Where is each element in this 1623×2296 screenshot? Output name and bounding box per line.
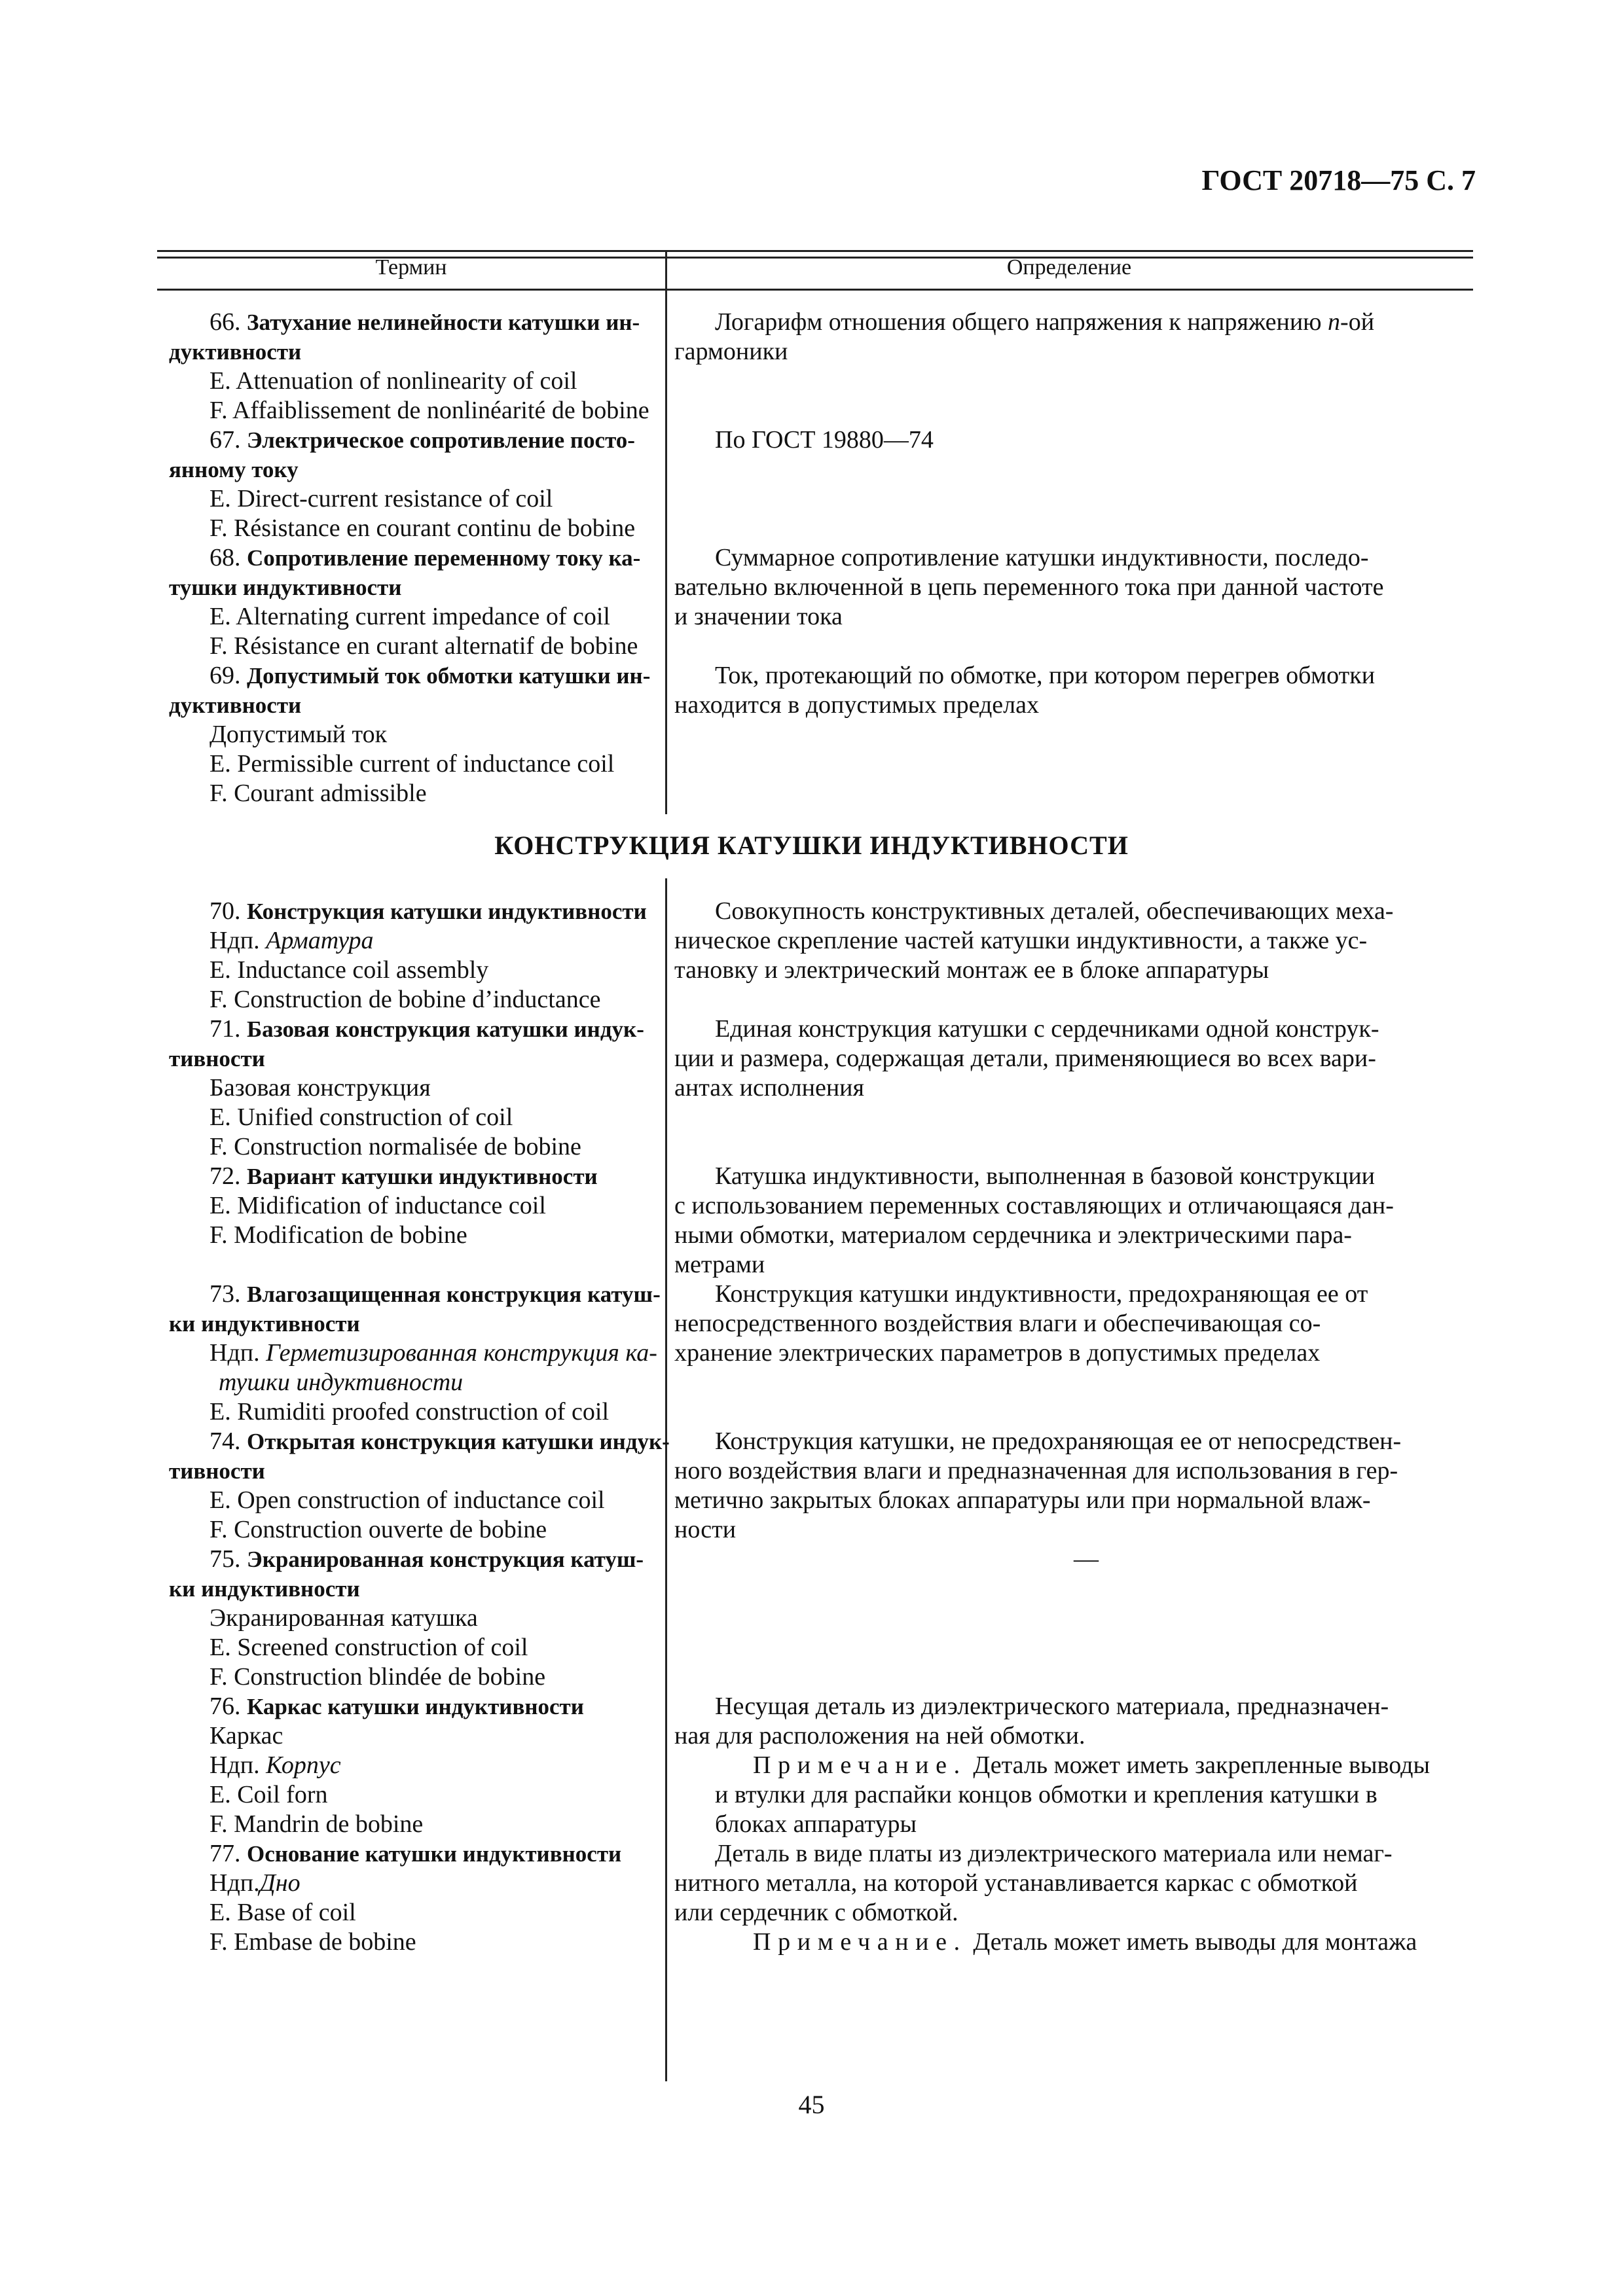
term-67: 67. Электрическое сопротивление посто- янному току E. Direct-current resistance of coil F. Résistance en courant continu de bobine xyxy=(169,426,636,542)
definition-74: Конструкция катушки, не предохраняющая ее от непосредствен- ного воздействия влаги и предназначенная для использования в гер- метично закрытых блоках аппаратуры или при нормальной влаж- ности xyxy=(674,1427,1402,1543)
column-header-term: Термин xyxy=(375,255,447,279)
definition-71: Единая конструкция катушки с сердечниками одной конструк- ции и размера, содержащая детали, применяющиеся во всех вари- антах исполнения xyxy=(674,1015,1379,1102)
column-header-definition: Определение xyxy=(1006,255,1132,279)
definition-70: Совокупность конструктивных деталей, обеспечивающих меха- ническое скрепление частей катушки индуктивности, а также ус- тановку и электрический монтаж ее в блоке аппаратуры xyxy=(674,897,1394,984)
definition-69: Ток, протекающий по обмотке, при котором перегрев обмотки находится в допустимых пределах xyxy=(674,662,1376,719)
term-74: 74. Открытая конструкция катушки индук- тивности E. Open construction of inductance coil F. Construction ouverte de bobine xyxy=(169,1427,670,1543)
definition-77: Деталь в виде платы из диэлектрического материала или немаг- нитного металла, на которой устанавливается каркас с обмоткой или сердечник с обмоткой. Примечание. Деталь может иметь выводы для монтажа xyxy=(674,1840,1417,1956)
definition-68: Суммарное сопротивление катушки индуктивности, последо- вательно включенной в цепь переменного тока при данной частоте и значении тока xyxy=(674,544,1384,630)
column-divider-top xyxy=(665,250,667,814)
term-66: 66. Затухание нелинейности катушки ин- дуктивности E. Attenuation of nonlinearity of coil F. Affaiblissement de nonlinéarité de bobine xyxy=(169,308,649,424)
term-70: 70. Конструкция катушки индуктивности Ндп. Арматура E. Inductance coil assembly F. Construction de bobine d’inductance xyxy=(210,897,647,1013)
term-72: 72. Вариант катушки индуктивности E. Midification of inductance coil F. Modification de bobine xyxy=(210,1162,598,1249)
table-top-rule xyxy=(157,250,1473,252)
term-77: 77. Основание катушки индуктивности Ндп.Дно E. Base of coil F. Embase de bobine xyxy=(210,1840,622,1956)
term-71: 71. Базовая конструкция катушки индук- тивности Базовая конструкция E. Unified construction of coil F. Construction normalisée de bobine xyxy=(169,1015,644,1160)
section-title: КОНСТРУКЦИЯ КАТУШКИ ИНДУКТИВНОСТИ xyxy=(494,831,1129,860)
column-divider-bottom xyxy=(665,878,667,2081)
term-68: 68. Сопротивление переменному току ка- тушки индуктивности E. Alternating current impedance of coil F. Résistance en curant alternatif de bobine xyxy=(169,544,641,660)
page-number: 45 xyxy=(798,2090,825,2119)
term-75: 75. Экранированная конструкция катуш- ки индуктивности Экранированная катушка E. Screened construction of coil F. Construction blindée de bobine xyxy=(169,1545,644,1691)
definition-72: Катушка индуктивности, выполненная в базовой конструкции с использованием переменных составляющих и отличающаяся дан- ными обмотки, материалом сердечника и электрическими пара- метрами xyxy=(674,1162,1394,1278)
definition-66: Логарифм отношения общего напряжения к напряжению n-ой гармоники xyxy=(674,308,1375,365)
page-header: ГОСТ 20718—75 С. 7 xyxy=(1201,164,1476,196)
definition-73: Конструкция катушки индуктивности, предохраняющая ее от непосредственного воздействия влаги и обеспечивающая со- хранение электрических параметров в допустимых пределах xyxy=(674,1280,1368,1367)
definition-76: Несущая деталь из диэлектрического материала, предназначен- ная для расположения на ней обмотки. Примечание. Деталь может иметь закрепленные выводы и втулки для распайки концов обмотки и крепления катушки в блоках аппаратуры xyxy=(674,1693,1431,1838)
term-69: 69. Допустимый ток обмотки катушки ин- дуктивности Допустимый ток E. Permissible current of inductance coil F. Courant admissible xyxy=(169,662,651,807)
term-73: 73. Влагозащищенная конструкция катуш- ки индуктивности Ндп. Герметизированная конструкция ка- тушки индуктивности E. Rumiditi proofed construction of coil xyxy=(169,1280,661,1426)
table-header-rule xyxy=(157,289,1473,291)
term-76: 76. Каркас катушки индуктивности Каркас Ндп. Корпус E. Coil forn F. Mandrin de bobine xyxy=(210,1693,584,1838)
definition-67: По ГОСТ 19880—74 xyxy=(715,426,934,454)
definition-75-dash: — xyxy=(1074,1545,1099,1573)
